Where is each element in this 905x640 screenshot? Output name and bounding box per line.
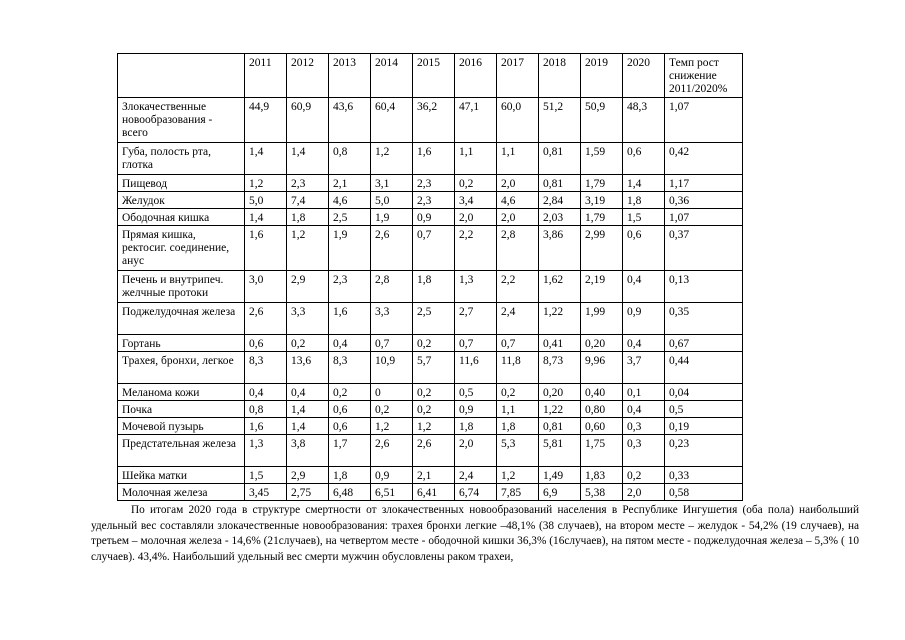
- value-cell: 8,3: [245, 352, 287, 384]
- value-cell: 1,79: [581, 209, 623, 226]
- value-cell: 0,2: [413, 335, 455, 352]
- table-row: [118, 209, 743, 226]
- value-cell: 0,2: [413, 401, 455, 418]
- value-cell: 1,07: [665, 209, 743, 226]
- value-cell: 0,9: [413, 209, 455, 226]
- value-cell: 2,99: [581, 226, 623, 271]
- summary-paragraph: По итогам 2020 года в структуре смертности от злокачественных новообразований населения в Республике Ингушетия (оба пола) наибольший удельный вес составляли злокачественные новообразования: трахея бронхи легкие –48,1% (38 случаев), на втором месте – желудок - 54,2% (19 случаев), на третьем – молочная железа - 14,6% (21случаев), на четвертом месте - ободочной кишки 36,3% (16случаев), на пятом месте - поджелудочная железа – 5,3% ( 10 случаев). 43,4%. Наибольший удельный вес смерти мужчин обусловлены раком трахеи,: [91, 504, 859, 563]
- value-cell: 0,3: [623, 435, 665, 467]
- value-cell: 13,6: [287, 352, 329, 384]
- value-cell: 5,0: [371, 192, 413, 209]
- value-cell: 1,8: [287, 209, 329, 226]
- value-cell: 0,58: [665, 484, 743, 501]
- value-cell: 0,5: [665, 401, 743, 418]
- value-cell: 0,1: [623, 384, 665, 401]
- value-cell: 2,3: [413, 192, 455, 209]
- table-row: [118, 401, 743, 418]
- value-cell: 1,2: [245, 175, 287, 192]
- header-cell: Темп рост снижение 2011/2020%: [665, 54, 743, 98]
- row-label-cell: Печень и внутрипеч. желчные протоки: [118, 271, 245, 303]
- value-cell: 0,2: [623, 467, 665, 484]
- header-cell: 2012: [287, 54, 329, 98]
- value-cell: 0,4: [623, 401, 665, 418]
- value-cell: 5,0: [245, 192, 287, 209]
- value-cell: 1,5: [245, 467, 287, 484]
- value-cell: 0,42: [665, 143, 743, 175]
- value-cell: 1,4: [245, 143, 287, 175]
- value-cell: 1,7: [329, 435, 371, 467]
- value-cell: 60,4: [371, 98, 413, 143]
- value-cell: 1,1: [497, 401, 539, 418]
- value-cell: 0,9: [455, 401, 497, 418]
- value-cell: 0,33: [665, 467, 743, 484]
- value-cell: 1,2: [413, 418, 455, 435]
- value-cell: 2,75: [287, 484, 329, 501]
- value-cell: 1,4: [287, 401, 329, 418]
- table-row: [118, 384, 743, 401]
- header-cell: 2014: [371, 54, 413, 98]
- value-cell: 5,38: [581, 484, 623, 501]
- value-cell: 1,8: [413, 271, 455, 303]
- value-cell: 1,6: [245, 226, 287, 271]
- value-cell: 4,6: [497, 192, 539, 209]
- table-row: [118, 435, 743, 467]
- value-cell: 3,8: [287, 435, 329, 467]
- value-cell: 1,6: [329, 303, 371, 335]
- value-cell: 43,6: [329, 98, 371, 143]
- value-cell: 0,9: [371, 467, 413, 484]
- value-cell: 0,4: [245, 384, 287, 401]
- value-cell: 0,44: [665, 352, 743, 384]
- header-cell: 2015: [413, 54, 455, 98]
- value-cell: 2,4: [497, 303, 539, 335]
- value-cell: 1,3: [455, 271, 497, 303]
- row-label-cell: Гортань: [118, 335, 245, 352]
- value-cell: 1,1: [497, 143, 539, 175]
- value-cell: 1,17: [665, 175, 743, 192]
- value-cell: 2,0: [455, 435, 497, 467]
- value-cell: 6,74: [455, 484, 497, 501]
- value-cell: 3,0: [245, 271, 287, 303]
- value-cell: 0,40: [581, 384, 623, 401]
- value-cell: 2,2: [455, 226, 497, 271]
- header-cell: 2013: [329, 54, 371, 98]
- value-cell: 2,3: [329, 271, 371, 303]
- value-cell: 7,4: [287, 192, 329, 209]
- value-cell: 1,9: [371, 209, 413, 226]
- value-cell: 2,6: [371, 226, 413, 271]
- row-label-cell: Трахея, бронхи, легкое: [118, 352, 245, 384]
- row-label-cell: Желудок: [118, 192, 245, 209]
- value-cell: 0,3: [623, 418, 665, 435]
- value-cell: 0,6: [329, 401, 371, 418]
- value-cell: 1,2: [497, 467, 539, 484]
- value-cell: 3,1: [371, 175, 413, 192]
- table-row: [118, 467, 743, 484]
- row-label-cell: Пищевод: [118, 175, 245, 192]
- value-cell: 4,6: [329, 192, 371, 209]
- value-cell: 47,1: [455, 98, 497, 143]
- value-cell: 0,60: [581, 418, 623, 435]
- value-cell: 1,79: [581, 175, 623, 192]
- value-cell: 1,07: [665, 98, 743, 143]
- value-cell: 6,48: [329, 484, 371, 501]
- value-cell: 0,9: [623, 303, 665, 335]
- value-cell: 1,4: [287, 143, 329, 175]
- value-cell: 8,3: [329, 352, 371, 384]
- header-cell: 2020: [623, 54, 665, 98]
- value-cell: 1,1: [455, 143, 497, 175]
- value-cell: 0,7: [455, 335, 497, 352]
- value-cell: 3,4: [455, 192, 497, 209]
- row-label-cell: Молочная железа: [118, 484, 245, 501]
- value-cell: 0,41: [539, 335, 581, 352]
- value-cell: 3,86: [539, 226, 581, 271]
- value-cell: 0,2: [455, 175, 497, 192]
- value-cell: 2,7: [455, 303, 497, 335]
- value-cell: 0,80: [581, 401, 623, 418]
- value-cell: 0,81: [539, 143, 581, 175]
- value-cell: 1,5: [623, 209, 665, 226]
- value-cell: 0,4: [623, 335, 665, 352]
- table-header-row: [118, 54, 743, 98]
- value-cell: 2,6: [413, 435, 455, 467]
- row-label-cell: Губа, полость рта, глотка: [118, 143, 245, 175]
- value-cell: 7,85: [497, 484, 539, 501]
- value-cell: 1,62: [539, 271, 581, 303]
- value-cell: 0,7: [413, 226, 455, 271]
- value-cell: 1,59: [581, 143, 623, 175]
- value-cell: 0,04: [665, 384, 743, 401]
- value-cell: 0,20: [581, 335, 623, 352]
- value-cell: 51,2: [539, 98, 581, 143]
- value-cell: 1,75: [581, 435, 623, 467]
- value-cell: 1,6: [245, 418, 287, 435]
- table-row: [118, 175, 743, 192]
- value-cell: 0,2: [413, 384, 455, 401]
- value-cell: 0,4: [287, 384, 329, 401]
- value-cell: 1,6: [413, 143, 455, 175]
- value-cell: 10,9: [371, 352, 413, 384]
- value-cell: 0,2: [497, 384, 539, 401]
- value-cell: 2,4: [455, 467, 497, 484]
- table-row: [118, 143, 743, 175]
- value-cell: 2,6: [245, 303, 287, 335]
- value-cell: 60,0: [497, 98, 539, 143]
- value-cell: 1,22: [539, 303, 581, 335]
- value-cell: 36,2: [413, 98, 455, 143]
- value-cell: 1,2: [371, 143, 413, 175]
- value-cell: 44,9: [245, 98, 287, 143]
- value-cell: 0,37: [665, 226, 743, 271]
- value-cell: 50,9: [581, 98, 623, 143]
- value-cell: 0,5: [455, 384, 497, 401]
- row-label-cell: Ободочная кишка: [118, 209, 245, 226]
- value-cell: 0,81: [539, 175, 581, 192]
- value-cell: 0,6: [329, 418, 371, 435]
- value-cell: 5,81: [539, 435, 581, 467]
- value-cell: 1,9: [329, 226, 371, 271]
- row-label-cell: Почка: [118, 401, 245, 418]
- value-cell: 1,8: [623, 192, 665, 209]
- value-cell: 2,5: [329, 209, 371, 226]
- value-cell: 0,8: [245, 401, 287, 418]
- value-cell: 3,45: [245, 484, 287, 501]
- table-row: [118, 418, 743, 435]
- value-cell: 0,4: [623, 271, 665, 303]
- header-cell: 2011: [245, 54, 287, 98]
- table-row: [118, 484, 743, 501]
- value-cell: 0,4: [329, 335, 371, 352]
- value-cell: 0,6: [623, 226, 665, 271]
- value-cell: 2,0: [623, 484, 665, 501]
- value-cell: 3,19: [581, 192, 623, 209]
- value-cell: 1,99: [581, 303, 623, 335]
- value-cell: 2,19: [581, 271, 623, 303]
- value-cell: 5,7: [413, 352, 455, 384]
- value-cell: 6,41: [413, 484, 455, 501]
- value-cell: 0: [371, 384, 413, 401]
- value-cell: 3,3: [371, 303, 413, 335]
- value-cell: 0,67: [665, 335, 743, 352]
- value-cell: 0,2: [371, 401, 413, 418]
- value-cell: 1,4: [245, 209, 287, 226]
- value-cell: 0,81: [539, 418, 581, 435]
- value-cell: 0,7: [371, 335, 413, 352]
- value-cell: 2,3: [413, 175, 455, 192]
- table-row: [118, 303, 743, 335]
- value-cell: 1,2: [371, 418, 413, 435]
- mortality-table: [117, 53, 743, 501]
- value-cell: 48,3: [623, 98, 665, 143]
- value-cell: 2,0: [455, 209, 497, 226]
- value-cell: 9,96: [581, 352, 623, 384]
- value-cell: 0,19: [665, 418, 743, 435]
- row-label-cell: Предстательная железа: [118, 435, 245, 467]
- value-cell: 1,3: [245, 435, 287, 467]
- value-cell: 0,13: [665, 271, 743, 303]
- value-cell: 2,9: [287, 467, 329, 484]
- value-cell: 2,5: [413, 303, 455, 335]
- header-cell-empty: [118, 54, 245, 98]
- value-cell: 60,9: [287, 98, 329, 143]
- value-cell: 1,22: [539, 401, 581, 418]
- value-cell: 1,8: [455, 418, 497, 435]
- table-row: [118, 226, 743, 271]
- table-row: [118, 335, 743, 352]
- value-cell: 2,0: [497, 209, 539, 226]
- table-row: [118, 352, 743, 384]
- value-cell: 0,6: [623, 143, 665, 175]
- value-cell: 1,4: [623, 175, 665, 192]
- value-cell: 6,9: [539, 484, 581, 501]
- value-cell: 0,20: [539, 384, 581, 401]
- row-label-cell: Поджелудочная железа: [118, 303, 245, 335]
- value-cell: 0,36: [665, 192, 743, 209]
- value-cell: 8,73: [539, 352, 581, 384]
- value-cell: 0,6: [245, 335, 287, 352]
- row-label-cell: Злокачественные новообразования - всего: [118, 98, 245, 143]
- value-cell: 0,7: [497, 335, 539, 352]
- value-cell: 2,1: [413, 467, 455, 484]
- value-cell: 3,3: [287, 303, 329, 335]
- value-cell: 1,4: [287, 418, 329, 435]
- table-row: [118, 192, 743, 209]
- value-cell: 11,6: [455, 352, 497, 384]
- value-cell: 2,6: [371, 435, 413, 467]
- row-label-cell: Прямая кишка, ректосиг. соединение, анус: [118, 226, 245, 271]
- value-cell: 1,8: [497, 418, 539, 435]
- value-cell: 0,8: [329, 143, 371, 175]
- value-cell: 2,3: [287, 175, 329, 192]
- value-cell: 5,3: [497, 435, 539, 467]
- value-cell: 6,51: [371, 484, 413, 501]
- value-cell: 0,23: [665, 435, 743, 467]
- value-cell: 11,8: [497, 352, 539, 384]
- value-cell: 2,0: [497, 175, 539, 192]
- value-cell: 2,2: [497, 271, 539, 303]
- row-label-cell: Меланома кожи: [118, 384, 245, 401]
- value-cell: 0,2: [329, 384, 371, 401]
- table-row: [118, 98, 743, 143]
- value-cell: 3,7: [623, 352, 665, 384]
- value-cell: 1,49: [539, 467, 581, 484]
- header-cell: 2017: [497, 54, 539, 98]
- value-cell: 2,84: [539, 192, 581, 209]
- value-cell: 2,8: [371, 271, 413, 303]
- header-cell: 2016: [455, 54, 497, 98]
- value-cell: 1,2: [287, 226, 329, 271]
- value-cell: 2,8: [497, 226, 539, 271]
- header-cell: 2019: [581, 54, 623, 98]
- value-cell: 0,35: [665, 303, 743, 335]
- value-cell: 2,1: [329, 175, 371, 192]
- value-cell: 1,83: [581, 467, 623, 484]
- row-label-cell: Мочевой пузырь: [118, 418, 245, 435]
- value-cell: 2,03: [539, 209, 581, 226]
- table-row: [118, 271, 743, 303]
- value-cell: 2,9: [287, 271, 329, 303]
- header-cell: 2018: [539, 54, 581, 98]
- row-label-cell: Шейка матки: [118, 467, 245, 484]
- value-cell: 1,8: [329, 467, 371, 484]
- value-cell: 0,2: [287, 335, 329, 352]
